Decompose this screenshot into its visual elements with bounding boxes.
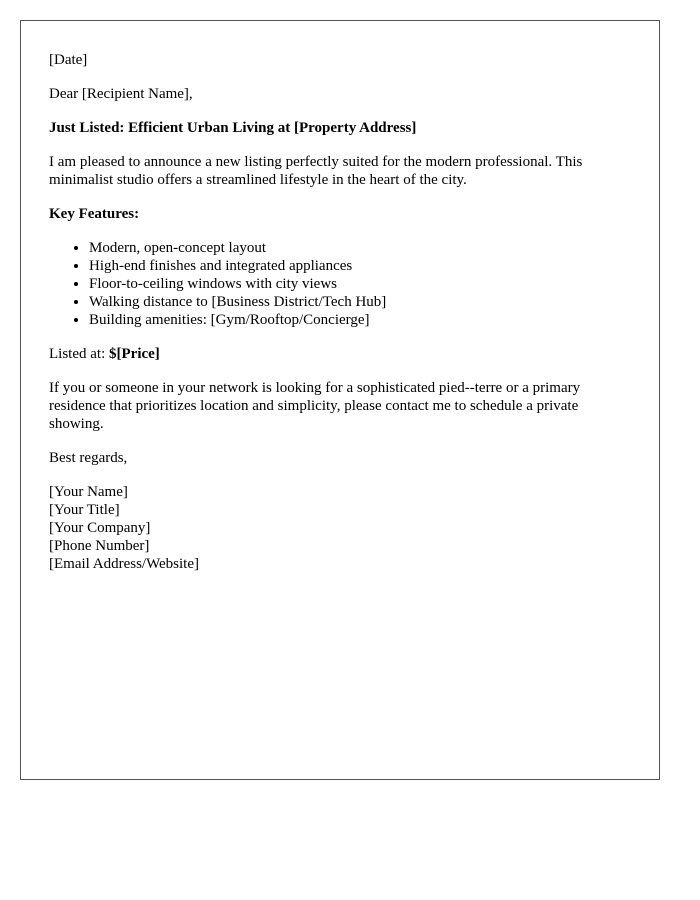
letter-subject: Just Listed: Efficient Urban Living at [Property Address] bbox=[49, 120, 417, 136]
price-line bbox=[49, 345, 631, 363]
signature-phone: [Phone Number] bbox=[49, 538, 150, 554]
signature-name: [Your Name] bbox=[49, 484, 128, 500]
signature-block bbox=[49, 483, 631, 573]
feature-item: • Modern, open-concept layout bbox=[89, 239, 631, 257]
letter-page bbox=[20, 20, 660, 780]
sign-off: Best regards, bbox=[49, 450, 128, 466]
feature-item: • Walking distance to [Business District/Tech Hub] bbox=[89, 293, 631, 311]
price-value: $[Price] bbox=[109, 346, 160, 362]
signature-company: [Your Company] bbox=[49, 520, 151, 536]
feature-item: • High-end finishes and integrated appliances bbox=[89, 257, 631, 275]
signature-email: [Email Address/Website] bbox=[49, 556, 200, 572]
feature-item: • Floor-to-ceiling windows with city views bbox=[89, 275, 631, 293]
letter-date: [Date] bbox=[49, 52, 88, 68]
features-heading: Key Features: bbox=[49, 206, 140, 222]
letter-intro: I am pleased to announce a new listing perfectly suited for the modern professional. This minimalist studio offers a streamlined lifestyle in the heart of the city. bbox=[49, 154, 583, 188]
features-list bbox=[49, 239, 631, 329]
letter-salutation: Dear [Recipient Name], bbox=[49, 86, 193, 102]
signature-title: [Your Title] bbox=[49, 502, 120, 518]
closing-paragraph: If you or someone in your network is looking for a sophisticated pied--terre or a primary residence that prioritizes location and simplicity, please contact me to schedule a private showing. bbox=[49, 380, 581, 432]
price-label: Listed at: bbox=[49, 346, 109, 362]
feature-item: • Building amenities: [Gym/Rooftop/Concierge] bbox=[89, 311, 631, 329]
